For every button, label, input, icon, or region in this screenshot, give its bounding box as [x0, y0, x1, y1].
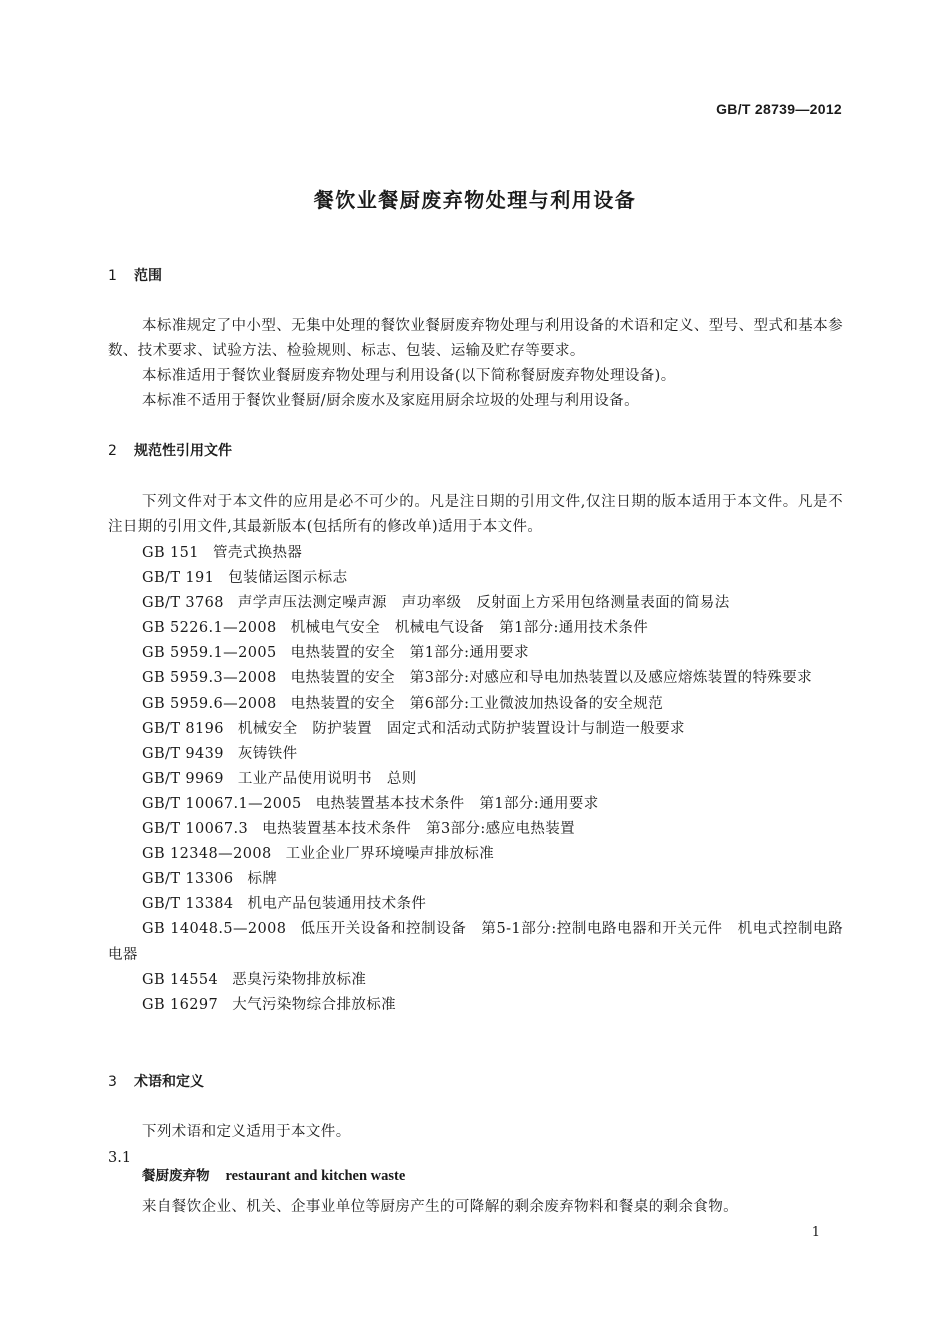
document-title: 餐饮业餐厨废弃物处理与利用设备 [313, 188, 637, 212]
scope-paragraph-3: 本标准不适用于餐饮业餐厨/厨余废水及家庭用厨余垃圾的处理与利用设备。 [142, 393, 639, 409]
section-2-number: 2 [108, 443, 117, 459]
reference-item [108, 717, 843, 742]
reference-item [108, 917, 843, 967]
term-definition: 来自餐饮企业、机关、企事业单位等厨房产生的可降解的剩余废弃物料和餐桌的剩余食物。 [142, 1199, 738, 1215]
term-chinese: 餐厨废弃物 [142, 1168, 210, 1184]
reference-title: 灰铸铁件 [237, 745, 298, 762]
reference-title: 管壳式换热器 [212, 545, 303, 561]
section-1-number: 1 [108, 268, 117, 284]
section-1-title: 范围 [134, 268, 162, 284]
reference-item [108, 591, 843, 616]
reference-item [108, 666, 843, 691]
reference-code: GB/T 13384 [142, 896, 234, 913]
reference-title: 包装储运图示标志 [228, 570, 348, 587]
reference-item [108, 993, 843, 1018]
reference-item [108, 641, 843, 666]
reference-code: GB/T 8196 [142, 720, 224, 737]
clause-number: 3.1 [108, 1150, 132, 1166]
reference-item [108, 792, 843, 817]
reference-code: GB/T 3768 [142, 595, 224, 612]
reference-code: GB/T 10067.3 [142, 821, 249, 838]
section-3-title: 术语和定义 [134, 1074, 204, 1090]
reference-code: GB 5959.6—2008 [142, 695, 277, 712]
reference-item [108, 742, 843, 767]
reference-code: GB/T 191 [142, 570, 215, 587]
reference-title: 低压开关设备和控制设备 第5-1部分:控制电路电器和开关元件 机电式控制电路电器 [108, 921, 843, 963]
reference-title: 工业企业厂界环境噪声排放标准 [285, 846, 495, 863]
reference-item [108, 892, 843, 917]
standard-number: GB/T 28739—2012 [716, 101, 842, 117]
section-2-title: 规范性引用文件 [134, 443, 232, 459]
scope-paragraph-2: 本标准适用于餐饮业餐厨废弃物处理与利用设备(以下简称餐厨废弃物处理设备)。 [142, 368, 676, 384]
references-intro: 下列文件对于本文件的应用是必不可少的。凡是注日期的引用文件,仅注日期的版本适用于本文件。凡是不注日期的引用文件,其最新版本(包括所有的修改单)适用于本文件。 [108, 494, 843, 535]
reference-code: GB 14554 [142, 971, 219, 988]
reference-title: 电热装置的安全 第1部分:通用要求 [290, 645, 530, 662]
reference-title: 机械电气安全 机械电气设备 第1部分:通用技术条件 [290, 620, 649, 637]
reference-item [108, 767, 843, 792]
reference-code: GB/T 10067.1—2005 [142, 795, 302, 812]
reference-code: GB 16297 [142, 996, 219, 1013]
reference-code: GB/T 9439 [142, 745, 224, 762]
reference-title: 机电产品包装通用技术条件 [247, 896, 427, 913]
scope-paragraph-1: 本标准规定了中小型、无集中处理的餐饮业餐厨废弃物处理与利用设备的术语和定义、型号、型式和基本参数、技术要求、试验方法、检验规则、标志、包装、运输及贮存等要求。 [108, 318, 843, 359]
reference-title: 电热装置的安全 第3部分:对感应和导电加热装置以及感应熔炼装置的特殊要求 [290, 670, 813, 687]
section-1-heading [108, 266, 162, 286]
reference-title: 电热装置基本技术条件 第3部分:感应电热装置 [262, 821, 576, 838]
reference-code: GB 5959.3—2008 [142, 670, 277, 687]
reference-code: GB 14048.5—2008 [142, 921, 287, 938]
reference-title: 电热装置基本技术条件 第1部分:通用要求 [315, 795, 599, 812]
reference-title: 工业产品使用说明书 总则 [237, 770, 417, 787]
reference-item [108, 566, 843, 591]
reference-code: GB/T 13306 [142, 871, 234, 888]
reference-item [108, 817, 843, 842]
reference-item [108, 867, 843, 892]
reference-code: GB 5226.1—2008 [142, 620, 277, 637]
reference-item [108, 692, 843, 717]
reference-title: 恶臭污染物排放标准 [232, 971, 367, 988]
reference-code: GB/T 9969 [142, 770, 224, 787]
section-2-heading [108, 441, 232, 461]
reference-item [108, 541, 843, 566]
reference-item [108, 842, 843, 867]
normative-reference-list [108, 541, 843, 1018]
section-3-number: 3 [108, 1074, 117, 1090]
reference-title: 电热装置的安全 第6部分:工业微波加热设备的安全规范 [290, 695, 664, 712]
reference-title: 声学声压法测定噪声源 声功率级 反射面上方采用包络测量表面的简易法 [237, 595, 730, 612]
reference-code: GB 5959.1—2005 [142, 645, 277, 662]
term-english: restaurant and kitchen waste [225, 1168, 406, 1184]
page-number: 1 [811, 1225, 820, 1240]
reference-item [108, 616, 843, 641]
terms-intro: 下列术语和定义适用于本文件。 [142, 1124, 351, 1140]
reference-code: GB 12348—2008 [142, 846, 272, 863]
term-entry [142, 1166, 405, 1186]
reference-code: GB 151 [142, 545, 199, 561]
reference-item [108, 968, 843, 993]
reference-title: 大气污染物综合排放标准 [232, 996, 397, 1013]
section-3-heading [108, 1072, 204, 1092]
reference-title: 标牌 [247, 871, 278, 888]
reference-title: 机械安全 防护装置 固定式和活动式防护装置设计与制造一般要求 [237, 720, 685, 737]
